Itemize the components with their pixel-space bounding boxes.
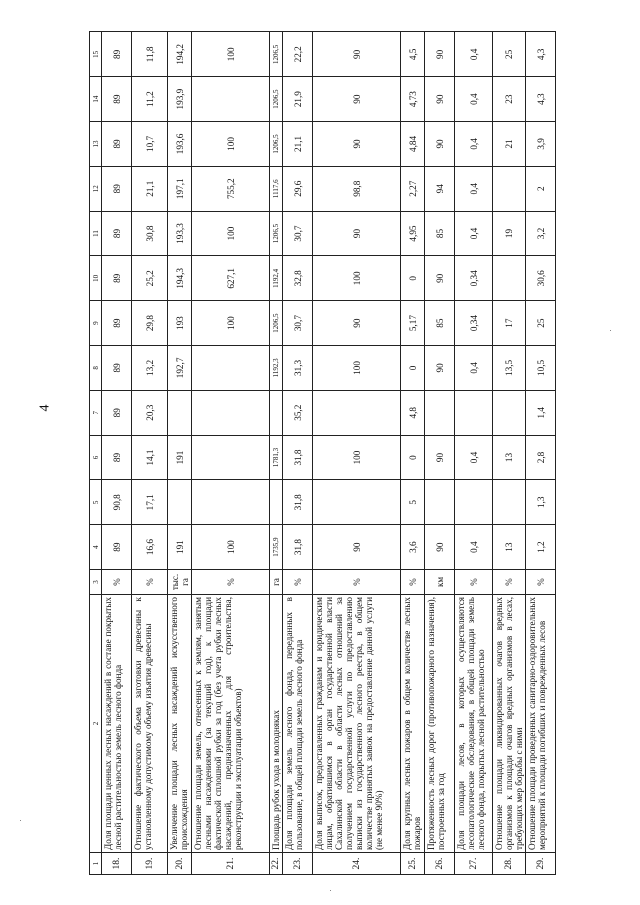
- indicator-value: 31,3: [283, 346, 313, 391]
- indicator-value: 100: [192, 211, 270, 256]
- indicator-unit: %: [283, 570, 313, 595]
- indicator-value: [313, 480, 401, 525]
- indicator-value: 5: [401, 480, 425, 525]
- indicator-value: 25: [493, 32, 526, 77]
- indicator-value: [192, 435, 270, 480]
- indicator-value: 31,8: [283, 525, 313, 570]
- indicator-value: 30,7: [283, 211, 313, 256]
- indicator-value: [425, 390, 455, 435]
- indicator-value: [493, 256, 526, 301]
- indicator-value: 0: [401, 435, 425, 480]
- indicator-value: 90: [425, 77, 455, 122]
- indicator-value: 1206,5: [270, 32, 283, 77]
- indicator-value: 25,2: [132, 256, 168, 301]
- indicator-value: 100: [313, 435, 401, 480]
- indicator-value: 20,3: [132, 390, 168, 435]
- indicator-value: [493, 480, 526, 525]
- row-number: 18.: [102, 853, 132, 875]
- indicator-value: [493, 390, 526, 435]
- indicator-value: 25: [526, 301, 556, 346]
- rotated-table-container: [89, 32, 547, 875]
- indicator-value: 0,4: [455, 525, 493, 570]
- column-header: 5: [90, 480, 102, 525]
- indicator-unit: %: [192, 570, 270, 595]
- indicator-value: 21: [493, 122, 526, 167]
- indicator-value: 90: [313, 301, 401, 346]
- indicator-value: 194,2: [168, 32, 192, 77]
- indicator-value: [270, 390, 283, 435]
- indicator-value: 13: [493, 525, 526, 570]
- indicator-value: 89: [102, 256, 132, 301]
- indicator-value: [192, 480, 270, 525]
- indicator-value: 0,4: [455, 77, 493, 122]
- column-header: 9: [90, 301, 102, 346]
- indicator-name: Отношение площади ликвидированных очагов вредных организмов к площади очагов вредных организмов в лесах, требующих мер борьбы с ними: [493, 595, 526, 853]
- indicator-value: 17: [493, 301, 526, 346]
- indicator-value: 31,8: [283, 435, 313, 480]
- indicator-value: 89: [102, 211, 132, 256]
- row-number: 27.: [455, 853, 493, 875]
- row-number: 21.: [192, 853, 270, 875]
- indicator-value: 90: [313, 32, 401, 77]
- indicator-value: 1117,6: [270, 166, 283, 211]
- indicator-value: 10,7: [132, 122, 168, 167]
- indicator-value: 90: [425, 525, 455, 570]
- table-row: [493, 32, 526, 875]
- column-header: 4: [90, 525, 102, 570]
- indicator-name: Отношение площади проведенных санитарно-оздоровительных мероприятий к площади погибших и поврежденных лесов: [526, 595, 556, 853]
- column-header: 2: [90, 595, 102, 853]
- indicator-value: 1192,4: [270, 256, 283, 301]
- indicator-value: 0,34: [455, 301, 493, 346]
- table-body: [102, 32, 556, 875]
- indicator-value: 1206,5: [270, 301, 283, 346]
- indicator-value: 193,9: [168, 77, 192, 122]
- indicator-name: Увеличение площади лесных насаждений искусственного происхождения: [168, 595, 192, 853]
- indicator-value: 1,3: [526, 480, 556, 525]
- indicator-value: 5,17: [401, 301, 425, 346]
- indicator-value: 3,2: [526, 211, 556, 256]
- table-row: [102, 32, 132, 875]
- indicator-value: [192, 346, 270, 391]
- indicator-name: Доля крупных лесных пожаров в общем количестве лесных пожаров: [401, 595, 425, 853]
- indicator-value: 0,4: [455, 211, 493, 256]
- indicator-value: 90: [425, 346, 455, 391]
- indicator-value: 11,8: [132, 32, 168, 77]
- column-header: 7: [90, 390, 102, 435]
- row-number: 23.: [283, 853, 313, 875]
- column-header: 12: [90, 166, 102, 211]
- indicator-value: 16,6: [132, 525, 168, 570]
- indicator-value: 94: [425, 166, 455, 211]
- indicator-unit: %: [132, 570, 168, 595]
- indicator-value: 30,8: [132, 211, 168, 256]
- indicator-value: 89: [102, 525, 132, 570]
- indicator-value: 4,84: [401, 122, 425, 167]
- header-row: [90, 32, 102, 875]
- indicator-value: 1192,3: [270, 346, 283, 391]
- indicator-name: Площадь рубок ухода в молодняках: [270, 595, 283, 853]
- indicator-value: 90,8: [102, 480, 132, 525]
- indicator-value: [313, 390, 401, 435]
- indicator-value: 90: [313, 77, 401, 122]
- column-header: 14: [90, 77, 102, 122]
- indicator-name: Доля площади земель лесного фонда, переданных в пользование, в общей площади земель лесного фонда: [283, 595, 313, 853]
- column-header: 11: [90, 211, 102, 256]
- indicator-value: 35,2: [283, 390, 313, 435]
- indicator-value: 89: [102, 435, 132, 480]
- indicator-value: 192,7: [168, 346, 192, 391]
- indicator-value: 0: [401, 256, 425, 301]
- indicator-value: 32,8: [283, 256, 313, 301]
- table-row: [270, 32, 283, 875]
- indicator-value: 90: [425, 32, 455, 77]
- table-row: [132, 32, 168, 875]
- indicator-value: 0,4: [455, 32, 493, 77]
- indicator-value: 21,1: [283, 122, 313, 167]
- indicator-name: Доля выписок, предоставленных гражданам и юридическим лицам, обратившимся в орган государственной власти Сахалинской области в области лесных отношений за получением государственной услуги по предоставлению выписки из государственного лесного реестра, в общем количестве принятых заявок на предоставление данной услуги (не менее 90%): [313, 595, 401, 853]
- indicator-value: [192, 77, 270, 122]
- indicator-unit: %: [401, 570, 425, 595]
- indicator-value: 100: [192, 32, 270, 77]
- indicator-value: 22,2: [283, 32, 313, 77]
- indicator-value: 1,4: [526, 390, 556, 435]
- indicator-name: Доля площади лесов, в которых осуществляются лесопатологические обследования, в общей площади земель лесного фонда, покрытых лесной растительностью: [455, 595, 493, 853]
- indicator-unit: %: [526, 570, 556, 595]
- indicator-value: 191: [168, 525, 192, 570]
- indicator-value: [168, 480, 192, 525]
- table-row: [283, 32, 313, 875]
- indicator-value: 0,4: [455, 346, 493, 391]
- column-header: 8: [90, 346, 102, 391]
- indicator-unit: га: [270, 570, 283, 595]
- column-header: 3: [90, 570, 102, 595]
- indicator-value: 3,9: [526, 122, 556, 167]
- indicator-value: 89: [102, 32, 132, 77]
- indicator-value: 11,2: [132, 77, 168, 122]
- row-number: 19.: [132, 853, 168, 875]
- indicator-value: 4,73: [401, 77, 425, 122]
- indicator-unit: %: [493, 570, 526, 595]
- indicator-value: 90: [425, 435, 455, 480]
- indicator-value: 30,7: [283, 301, 313, 346]
- indicator-unit: %: [455, 570, 493, 595]
- indicator-value: 89: [102, 166, 132, 211]
- indicator-value: 0: [401, 346, 425, 391]
- table-row: [192, 32, 270, 875]
- indicator-value: 1206,5: [270, 211, 283, 256]
- indicator-value: 2,27: [401, 166, 425, 211]
- indicator-value: 100: [313, 346, 401, 391]
- indicator-value: 627,1: [192, 256, 270, 301]
- indicator-value: 31,8: [283, 480, 313, 525]
- row-number: 26.: [425, 853, 455, 875]
- indicator-value: [493, 166, 526, 211]
- indicator-value: 100: [192, 122, 270, 167]
- indicator-value: 98,8: [313, 166, 401, 211]
- indicator-value: 10,5: [526, 346, 556, 391]
- indicator-value: 90: [313, 122, 401, 167]
- column-header: 10: [90, 256, 102, 301]
- indicator-value: 100: [192, 301, 270, 346]
- indicator-value: 85: [425, 301, 455, 346]
- indicator-value: 1206,5: [270, 77, 283, 122]
- indicator-unit: тыс. га: [168, 570, 192, 595]
- row-number: 24.: [313, 853, 401, 875]
- indicator-value: 85: [425, 211, 455, 256]
- column-header: 13: [90, 122, 102, 167]
- row-number: 22.: [270, 853, 283, 875]
- indicator-value: 4,3: [526, 77, 556, 122]
- indicator-value: 1,2: [526, 525, 556, 570]
- indicator-value: 21,9: [283, 77, 313, 122]
- indicator-value: 13,2: [132, 346, 168, 391]
- indicator-value: 1206,5: [270, 122, 283, 167]
- indicator-value: 755,2: [192, 166, 270, 211]
- indicator-name: Протяженность лесных дорог (противопожарного назначения), построенных за год: [425, 595, 455, 853]
- indicator-value: 2,8: [526, 435, 556, 480]
- indicator-value: 4,95: [401, 211, 425, 256]
- indicator-value: 0,34: [455, 256, 493, 301]
- table-row: [168, 32, 192, 875]
- indicator-value: 2: [526, 166, 556, 211]
- indicator-value: 0,4: [455, 122, 493, 167]
- indicator-unit: км: [425, 570, 455, 595]
- indicator-value: 90: [313, 211, 401, 256]
- indicator-value: [168, 390, 192, 435]
- indicator-value: 193,6: [168, 122, 192, 167]
- indicator-value: 89: [102, 390, 132, 435]
- column-header: 6: [90, 435, 102, 480]
- column-header: 15: [90, 32, 102, 77]
- indicator-value: 193: [168, 301, 192, 346]
- indicator-value: 89: [102, 346, 132, 391]
- indicator-value: [425, 480, 455, 525]
- indicator-value: 0,4: [455, 435, 493, 480]
- indicator-value: 90: [425, 256, 455, 301]
- indicator-value: 1735,9: [270, 525, 283, 570]
- indicator-value: 90: [425, 122, 455, 167]
- indicator-value: 13: [493, 435, 526, 480]
- indicator-value: 197,1: [168, 166, 192, 211]
- indicator-value: 89: [102, 77, 132, 122]
- indicator-value: 100: [192, 525, 270, 570]
- column-header: 1: [90, 853, 102, 875]
- row-number: 29.: [526, 853, 556, 875]
- rotated-table-area: [89, 32, 547, 875]
- indicator-value: 0,4: [455, 166, 493, 211]
- indicator-value: 89: [102, 301, 132, 346]
- indicator-value: 13,5: [493, 346, 526, 391]
- indicator-value: 194,3: [168, 256, 192, 301]
- page-number: 4: [37, 404, 53, 412]
- indicator-value: [455, 480, 493, 525]
- indicator-value: 100: [313, 256, 401, 301]
- indicator-value: 4,5: [401, 32, 425, 77]
- row-number: 25.: [401, 853, 425, 875]
- indicator-value: [270, 480, 283, 525]
- indicator-value: 14,1: [132, 435, 168, 480]
- table-row: [401, 32, 425, 875]
- indicator-value: 23: [493, 77, 526, 122]
- indicator-value: 191: [168, 435, 192, 480]
- indicators-table: [89, 31, 556, 875]
- table-row: [313, 32, 401, 875]
- indicator-name: Отношение фактического объема заготовки древесины к установленному допустимому объему изъятия древесины: [132, 595, 168, 853]
- indicator-value: 17,1: [132, 480, 168, 525]
- row-number: 28.: [493, 853, 526, 875]
- table-row: [425, 32, 455, 875]
- indicator-value: 90: [313, 525, 401, 570]
- indicator-value: 1781,3: [270, 435, 283, 480]
- indicator-value: [192, 390, 270, 435]
- indicator-value: 30,6: [526, 256, 556, 301]
- indicator-value: 193,3: [168, 211, 192, 256]
- indicator-value: [455, 390, 493, 435]
- indicator-value: 4,8: [401, 390, 425, 435]
- row-number: 20.: [168, 853, 192, 875]
- table-row: [455, 32, 493, 875]
- indicator-unit: %: [313, 570, 401, 595]
- indicator-unit: %: [102, 570, 132, 595]
- indicator-name: Доля площади ценных лесных насаждений в составе покрытых лесной растительностью земель лесного фонда: [102, 595, 132, 853]
- table-row: [526, 32, 556, 875]
- indicator-value: 19: [493, 211, 526, 256]
- indicator-value: 29,6: [283, 166, 313, 211]
- indicator-value: 4,3: [526, 32, 556, 77]
- indicator-value: 29,8: [132, 301, 168, 346]
- indicator-value: 89: [102, 122, 132, 167]
- indicator-value: 3,6: [401, 525, 425, 570]
- indicator-name: Отношение площади земель, отнесенных к землям, занятым лесными насаждениями (за текущий год), к площади фактической сплошной рубки за год (без учета рубки лесных насаждений, предназначенных для строительства, реконструкции и эксплуатации объектов): [192, 595, 270, 853]
- indicator-value: 21,1: [132, 166, 168, 211]
